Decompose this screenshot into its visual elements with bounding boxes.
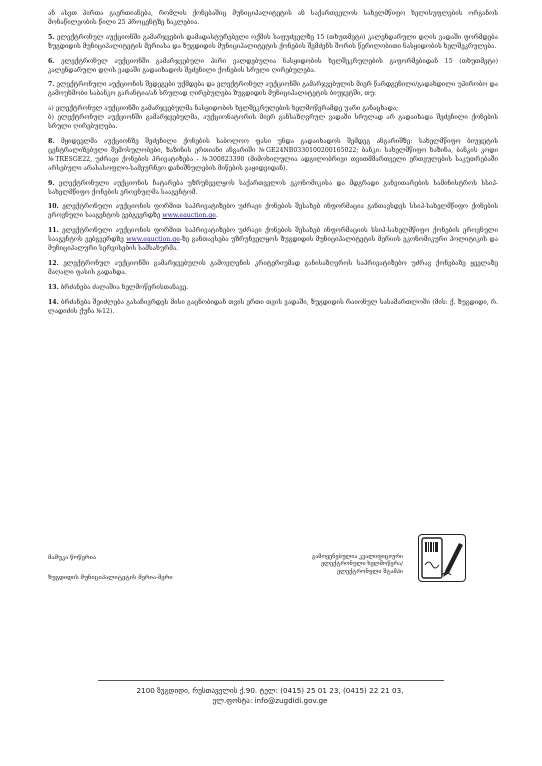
e-signature-note: გამოყენებულია კვალიფიციური ელექტრონული ხელმოწერა/ ელექტრონული შტამპი <box>312 554 403 575</box>
eauction-link[interactable]: www.eauction.ge <box>162 212 216 220</box>
footer-address: 2100 ზუგდიდი, რუსთაველის ქ.90. ტელ: (0415) 25 01 23, (0415) 22 21 03, <box>136 686 404 695</box>
paragraph-12: 12. ელექტრონულ აუქციონში გამარჯვებულის გამოვლენის კრიტერიუმად განისაზღვროს საპრივატიზებო უძრავ ქონებაზე ყველაზე მაღალი ფასის გადახდა. <box>48 259 498 276</box>
paragraph-13: 13. ბრძანება ძალაშია ხელმოწერისთანავე. <box>48 283 189 291</box>
paragraph-6: 6. ელექტრონულ აუქციონში გამარჯვებული პირი ვალდებულია ნასყიდობის ხელშეკრულების გაფორმებიდან 15 (თხუთმეტი) კალენდარული დღის ვადაში გადაიხადოს შეძენილი ქონების სრული ღირებულება. <box>48 57 498 74</box>
signatory-name: მამუკა წოწერია <box>48 555 97 561</box>
paragraph-intro: ან ასეთ პირთა გაერთიანება, რომლის ქონებაშიც მუნიციპალიტეტის ან საქართველოს სახელმწიფო ხელისუფლების ორგანოს მონაწილეობის წილი 25 პროცენტზე ნაკლებია. <box>48 10 498 26</box>
signatory-title: ზუგდიდის მუნიციპალიტეტის მერია-მერი <box>48 575 173 581</box>
paragraph-7: 7. ელექტრონული აუქციონის შედეგები უქმდება და ელექტრონულ აუქციონში გამარჯვებულის მიერ წარდგენილი/გადახდილი უპირობო და გამოუხმობი საბანკო გარანტია/ან სრულად ღირებულება ზუგდიდის მუნიციპალიტეტის ბიუჯეტში, თუ: <box>48 81 498 98</box>
paragraph-14: 14. ბრძანება შეიძლება გასაჩივრდეს მისი გაცნობიდან თვის ერთი თვის ვადაში, ზუგდიდის რაიონულ სასამართლოში (მის: ქ. ზუგდიდი, რ. ლადიძის ქუჩა №12). <box>48 298 498 315</box>
paragraph-11: 11. ელექტრონული აუქციონის ფორმით საპრივატიზებო უძრავი ქონების შესახებ ინფორმაციის სსიპ-სახელმწიფო ქონების ეროვნული სააგენტოს ვებგვერდზე www.eauction.ge-ზე განთავსება უზრუნველყოს ზუგდიდის მუნიციპალიტეტის მერიის ეკონომიკური პოლიტიკის და მუნიციპალური სერვისების სამსახურმა. <box>48 227 499 253</box>
paragraph-9: 9. ელექტრონული აუქციონის ჩატარება უზრუნველყოს საქართველოს ეკონომიკისა და მდგრადი განვითარების სამინისტროს სსიპ-სახელმწიფო ქონების ეროვნულმა სააგენტომ. <box>48 179 498 196</box>
eauction-link[interactable]: www.eauction.ge <box>126 236 180 244</box>
footer-email: ელ.ფოსტა: info@zugdidi.gov.ge <box>212 696 328 705</box>
paragraph-5: 5. ელექტრონულ აუქციონში გამარჯვების დამადასტურებელი ოქმის საფუძველზე 15 (თხუთმეტი) კალენდარული დღის ვადაში ფორმდება ზუგდიდის მუნიციპალიტეტის მერიასა და ზუგდიდის მუნიციპალიტეტის ქონების შემძენს შორის წერილობითი ნასყიდობის ხელშეკრულება. <box>48 33 498 50</box>
paragraph-10: 10. ელექტრონული აუქციონის ფორმით საპრივატიზებო უძრავი ქონების შესახებ ინფორმაცია განთავსდეს სსიპ-სახელმწიფო ქონების ეროვნული სააგენტოს ვებგვერდზე www.eauction.ge. <box>48 203 498 220</box>
paragraph-7a: ა) ელექტრონულ აუქციონში გამარჯვებულმა ნასყიდობის ხელშეკრულების ხელმოწერამდე უარი განაცხადა; <box>48 105 399 113</box>
paragraph-7b: ბ) ელექტრონულ აუქციონში გამარჯვებულმა, აუქციონატორის მიერ განსაზღვრულ ვადაში სრულად არ გადაიხადა შეძენილი ქონების სრული ღირებულება. <box>48 114 498 131</box>
footer <box>60 686 480 706</box>
footer-divider <box>98 680 444 681</box>
document-body <box>48 10 498 322</box>
paragraph-8: 8. მყიდველმა აუქციონზე შეძენილი ქონების საბოლოო ფასი უნდა გადაიხადოს შემდეგ ანგარიშზე: სახელმწიფო ბიუჯეტის ცენტრალიზებული შემოსულობები, ზაზინის ერთიანი ანგარიში №GE24NB0330100200165022; ბანკი: სახელმწიფო ხაზინა, ბანკის კოდი №TRESGE22, უძრავი ქონების პრივატიზება - №300823390 (მიმოხილულია ადგილობრივი თვითმმართველი ერთეულების საკუთრებაში არსებული არასასოფლო-სამეურნეო დანიშნულების მიწების გაყიდვიდან). <box>48 137 498 172</box>
electronic-signature-icon <box>418 534 466 582</box>
